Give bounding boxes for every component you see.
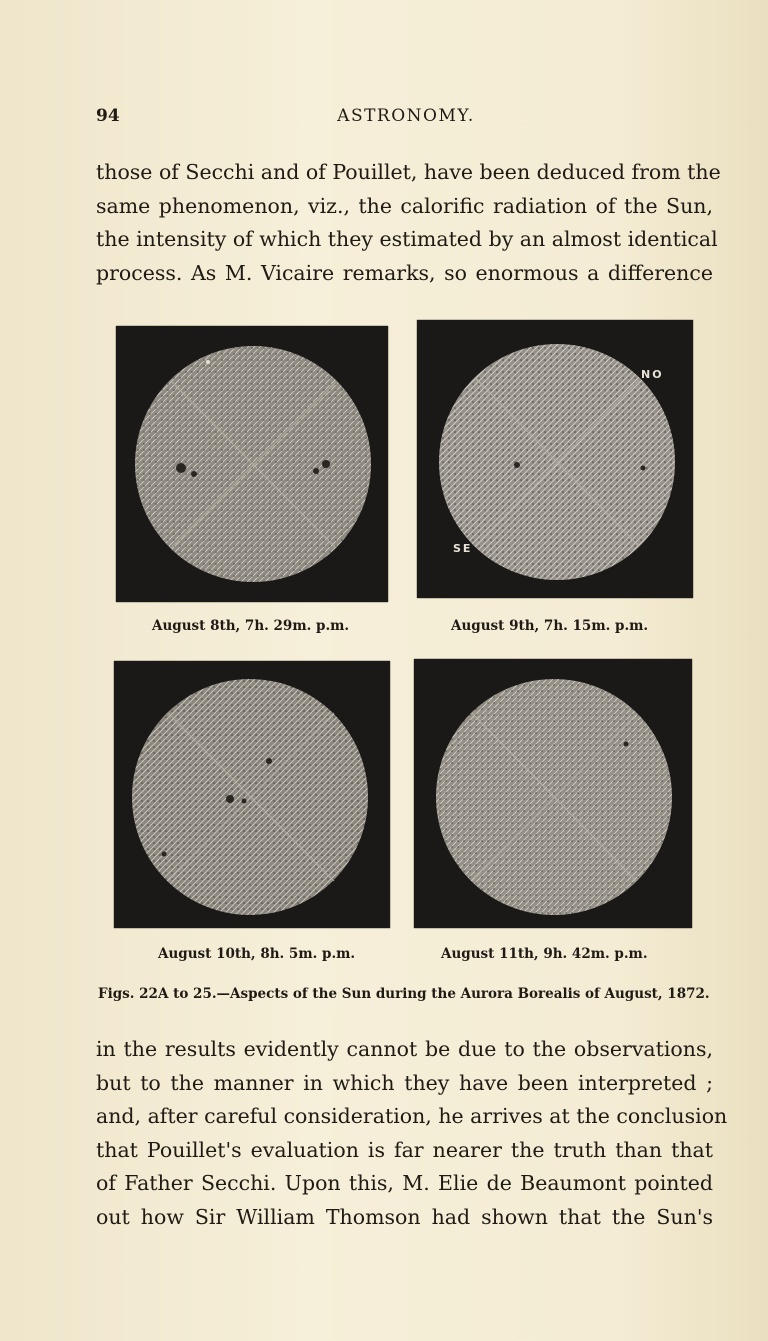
text-line: those of Secchi and of Pouillet, have been deduced from the xyxy=(96,160,721,184)
compass-label-se: SE xyxy=(453,542,473,555)
text-line: the intensity of which they estimated by an almost identical xyxy=(96,227,718,251)
running-head xyxy=(96,106,716,130)
text-line: that Pouillet's evaluation is far nearer the truth than that xyxy=(96,1137,713,1162)
text-line: process. As M. Vicaire remarks, so enormous a difference xyxy=(96,260,713,285)
sun-plate-2 xyxy=(417,320,693,598)
figure-label: August 11th, 9h. 42m. p.m. xyxy=(441,946,648,962)
page-number: 94 xyxy=(96,106,120,126)
sun-plate-3 xyxy=(114,661,390,928)
sun-plate-4 xyxy=(414,659,692,928)
figure-caption: Figs. 22A to 25.—Aspects of the Sun during the Aurora Borealis of August, 1872. xyxy=(98,986,710,1002)
text-line: in the results evidently cannot be due to the observations, xyxy=(96,1037,713,1061)
compass-label-no: NO xyxy=(641,368,664,381)
sun-disc-illustration xyxy=(417,320,693,598)
running-title: ASTRONOMY. xyxy=(337,106,475,126)
text-line: and, after careful consideration, he arrives at the conclusion xyxy=(96,1104,728,1128)
body-text-top xyxy=(96,156,721,290)
sun-plate-1 xyxy=(116,326,388,602)
text-line: of Father Secchi. Upon this, M. Elie de Beaumont pointed xyxy=(96,1171,713,1195)
figure-label: August 9th, 7h. 15m. p.m. xyxy=(451,618,649,634)
sun-disc-illustration xyxy=(414,659,692,928)
text-line: same phenomenon, viz., the calorific radiation of the Sun, xyxy=(96,193,713,218)
body-text-bottom xyxy=(96,1033,728,1234)
text-line: but to the manner in which they have been interpreted ; xyxy=(96,1070,713,1095)
figure-label: August 8th, 7h. 29m. p.m. xyxy=(152,618,350,634)
sun-disc-illustration xyxy=(116,326,388,602)
sun-disc-illustration xyxy=(114,661,390,928)
figure-label: August 10th, 8h. 5m. p.m. xyxy=(158,946,356,962)
text-line: out how Sir William Thomson had shown that the Sun's xyxy=(96,1204,713,1229)
